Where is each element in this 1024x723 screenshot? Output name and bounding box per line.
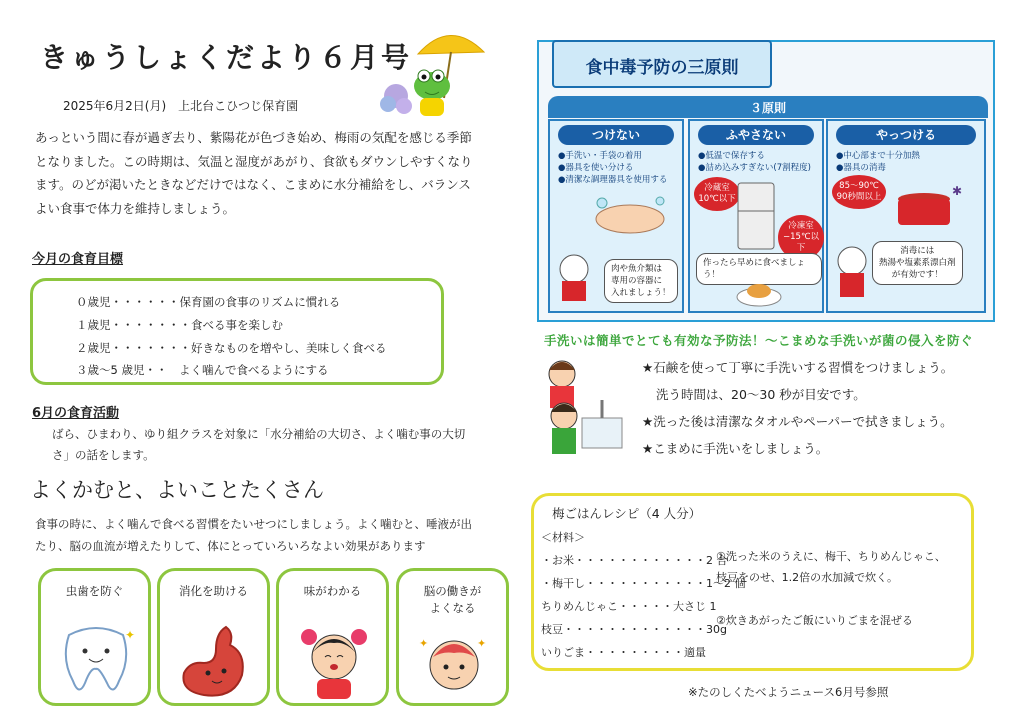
svg-text:✦: ✦	[125, 628, 136, 642]
ingredient-item: いりごま・・・・・・・・・適量	[541, 646, 706, 659]
stomach-icon	[174, 623, 256, 701]
ingredient-item: ・梅干し・・・・・・・・・・・1〜2 個	[541, 577, 746, 590]
date-and-school: 2025年6月2日(月) 上北台こひつじ保育園	[63, 99, 299, 113]
benefit-card-brain	[396, 568, 509, 706]
handwashing-icon	[590, 191, 676, 241]
recipe-step: ②炊きあがったご飯にいりごまを混ぜる	[716, 614, 913, 627]
children-washing-hands-illustration	[538, 350, 624, 458]
activity-text: ばら、ひまわり、ゆり組クラスを対象に「水分補給の大切さ、よく噛む事の大切さ」の話をします。	[52, 427, 466, 462]
benefit-card-digestion	[157, 568, 270, 706]
handwashing-title: 手洗いは簡単でとても有効な予防法！〜こまめな手洗いが菌の侵入を防ぐ	[544, 333, 974, 348]
recipe-step: ①洗った米のうえに、梅干、ちりめんじゃこ、枝豆をのせ、1.2倍の水加減で炊く。	[716, 550, 946, 584]
principle-item: ●低温で保存する	[698, 151, 765, 161]
refrigerator-icon	[736, 181, 776, 251]
germ-character-icon	[832, 239, 872, 305]
principle-item: ●清潔な調理器具を使用する	[558, 175, 668, 185]
activity-heading: 6月の食育活動	[32, 406, 120, 421]
goal-item: ２歳児・・・・・・・好きなものを増やし、美味しく食べる	[76, 341, 387, 355]
callout-eat-early: 作ったら早めに食べましょう！	[696, 253, 822, 285]
principle-item: ●器具を使い分ける	[558, 163, 634, 173]
goals-box	[30, 278, 444, 385]
principle-head: つけない	[558, 125, 674, 145]
principle-column-yattsukeru	[826, 119, 986, 313]
freezer-temp-tag: 冷凍室 −15℃以下	[778, 215, 824, 260]
ingredient-item: ・お米・・・・・・・・・・・・2 合	[541, 554, 728, 567]
food-plate-icon	[734, 271, 784, 309]
principle-column-tsukenai	[548, 119, 684, 313]
fridge-temp-tag: 冷蔵室 10℃以下	[694, 177, 740, 211]
callout-meat-fish: 肉や魚介類は 専用の容器に 入れましょう！	[604, 259, 678, 303]
card-label: 脳の働きが よくなる	[423, 584, 482, 615]
heating-temp-tag: 85〜90℃ 90秒間以上	[832, 175, 886, 209]
newsletter-title: きゅうしょくだより６月号	[40, 41, 413, 74]
principle-item: ●中心部まで十分加熱	[836, 151, 920, 161]
chewing-slogan: よくかむと、よいことたくさん	[30, 478, 324, 502]
food-poisoning-title-box	[552, 40, 772, 88]
handwash-line: ★洗った後は清潔なタオルやペーパーで拭きましょう。	[642, 414, 953, 429]
svg-text:✦: ✦	[477, 637, 487, 650]
principle-item: ●器具の消毒	[836, 163, 886, 173]
ingredients-heading: ＜材料＞	[541, 531, 585, 544]
goal-item: １歳児・・・・・・・食べる事を楽しむ	[76, 318, 283, 332]
recipe-box	[531, 493, 974, 671]
principles-band	[548, 96, 988, 118]
cooking-pot-icon	[888, 181, 968, 233]
intro-paragraph: あっという間に春が過ぎ去り、紫陽花が色づき始め、梅雨の気配を感じる季節となりました。この時期は、気温と湿度があがり、食欲もダウンしやすくなります。のどが渇いたときなどだけではなく、こまめに水分補給をし、バランスよい食事で体力を維持しましょう。	[35, 130, 473, 216]
goal-item: ０歳児・・・・・・保育園の食事のリズムに慣れる	[76, 295, 341, 309]
chewing-text: 食事の時に、よく噛んで食べる習慣をたいせつにしましょう。よく噛むと、唾液が出たり、脳の血流が増えたりして、体にとっていろいろなよい効果があります	[35, 517, 472, 553]
benefit-card-cavity	[38, 568, 151, 706]
germ-character-icon	[554, 249, 594, 305]
svg-text:✦: ✦	[419, 637, 429, 650]
goal-item: ３歳〜5 歳児・・ よく噛んで食べるようにする	[76, 363, 329, 377]
handwash-line: ★石鹸を使って丁寧に手洗いする習慣をつけましょう。	[642, 360, 954, 375]
ingredient-item: ちりめんじゃこ・・・・・大さじ 1	[541, 600, 717, 613]
benefit-card-taste	[276, 568, 389, 706]
recipe-title: 梅ごはんレシピ（4 人分）	[552, 506, 702, 521]
girl-eating-icon	[293, 623, 375, 701]
card-label: 味がわかる	[303, 584, 362, 598]
frog-umbrella-illustration	[378, 24, 490, 120]
principle-item: ●詰め込みすぎない(7割程度)	[698, 163, 811, 173]
callout-disinfect: 消毒には 熱湯や塩素系漂白剤 が有効です！	[872, 241, 963, 285]
svg-text:✱: ✱	[952, 184, 963, 198]
footer-note: ※たのしくたべようニュース6月号参照	[688, 685, 889, 699]
principle-head: ふやさない	[698, 125, 814, 145]
food-poisoning-title: 食中毒予防の三原則	[585, 58, 739, 78]
principles-label: ３原則	[749, 101, 786, 115]
principle-head: やっつける	[836, 125, 976, 145]
brain-head-icon	[413, 623, 495, 701]
principle-column-fuyasanai	[688, 119, 824, 313]
goals-heading: 今月の食育目標	[32, 252, 124, 267]
card-label: 消化を助ける	[179, 584, 248, 598]
handwash-line: ★こまめに手洗いをしましょう。	[642, 441, 829, 456]
card-label: 虫歯を防ぐ	[65, 584, 124, 598]
tooth-icon	[55, 623, 137, 701]
handwash-line: 洗う時間は、20〜30 秒が目安です。	[656, 387, 866, 402]
principle-item: ●手洗い・手袋の着用	[558, 151, 642, 161]
ingredient-item: 枝豆・・・・・・・・・・・・・30g	[541, 623, 727, 636]
